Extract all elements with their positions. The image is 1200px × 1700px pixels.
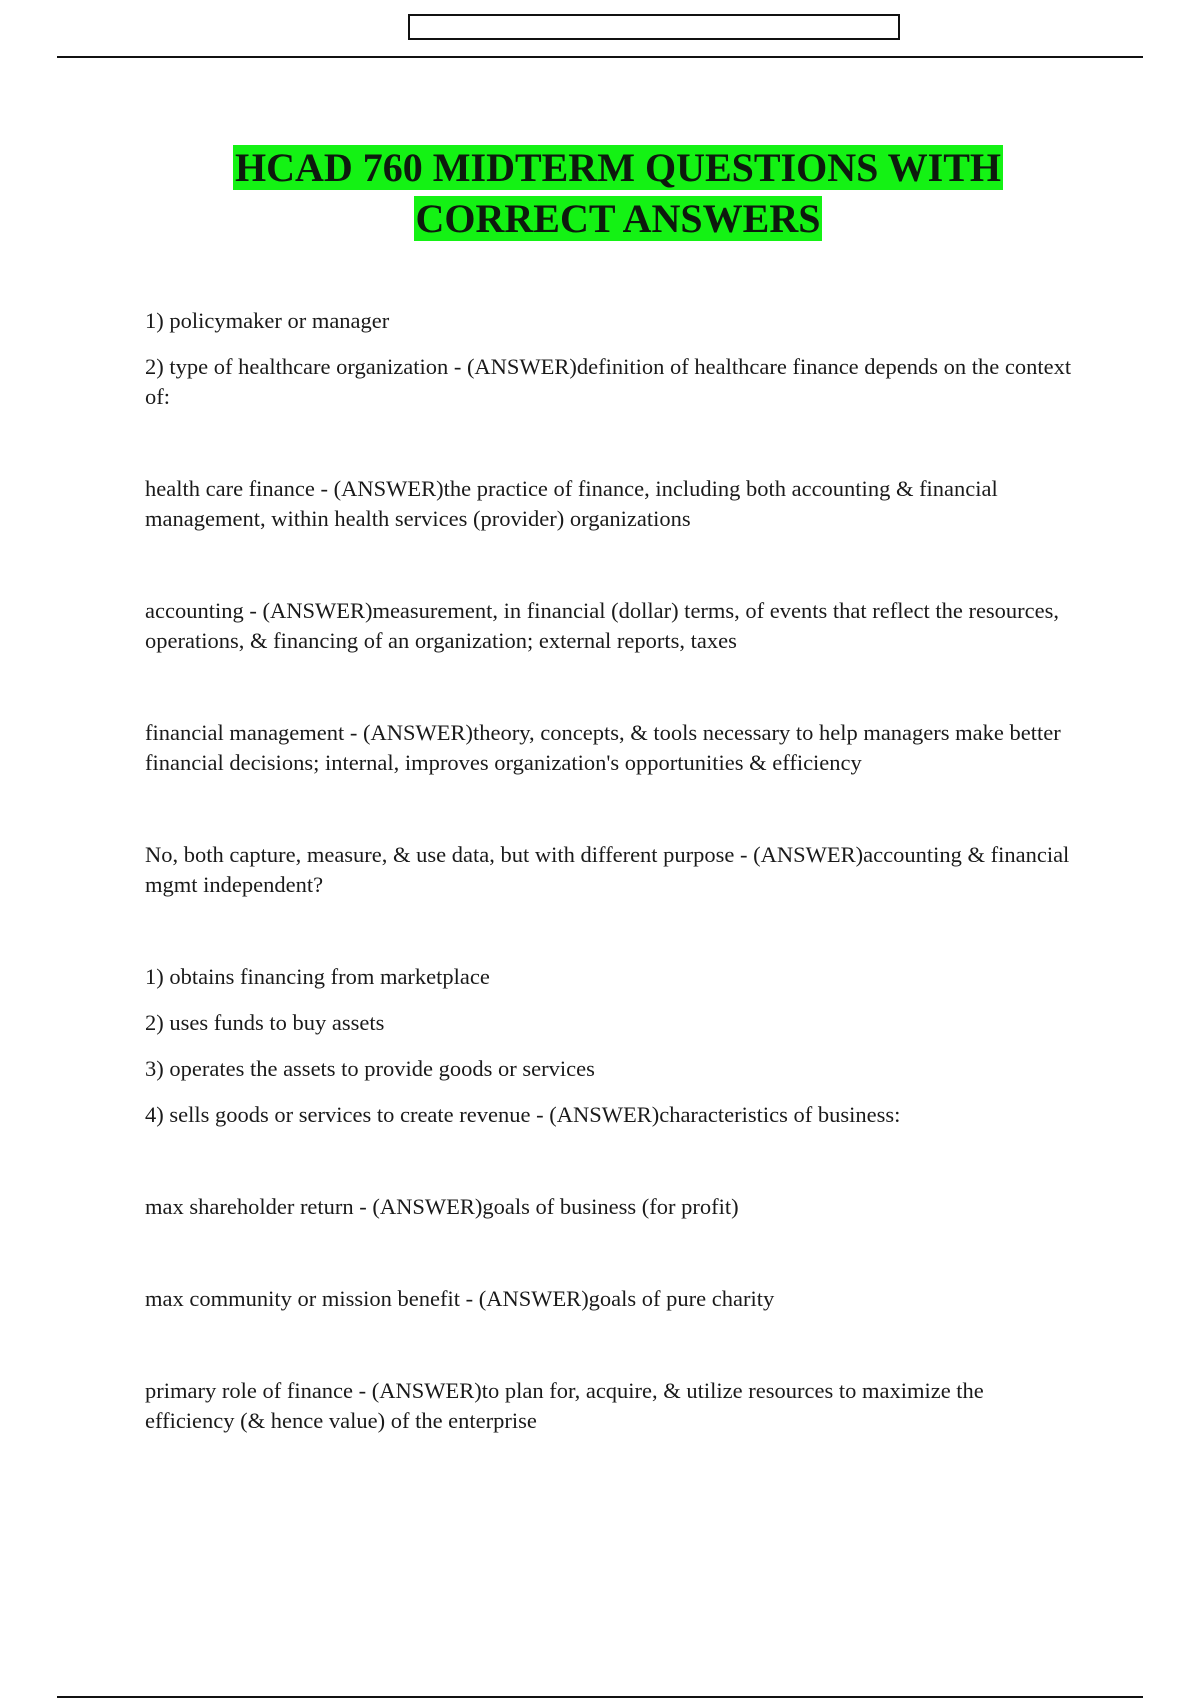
entry-1: 1) policymaker or manager [145, 308, 390, 333]
top-rule [57, 56, 1143, 58]
entry-5: financial management - (ANSWER)theory, concepts, & tools necessary to help managers make better financial decisions; internal, improves organization's opportunities & efficiency [145, 720, 1061, 775]
document-title [0, 142, 1200, 244]
header-box [408, 14, 900, 40]
entry-6: No, both capture, measure, & use data, but with different purpose - (ANSWER)accounting & financial mgmt independent? [145, 842, 1070, 897]
entry-4: accounting - (ANSWER)measurement, in financial (dollar) terms, of events that reflect the resources, operations, & financing of an organization; external reports, taxes [145, 598, 1060, 653]
entry-2: 2) type of healthcare organization - (ANSWER)definition of healthcare finance depends on the context of: [145, 354, 1072, 409]
entry-9: 3) operates the assets to provide goods or services [145, 1056, 595, 1081]
title-line-2: CORRECT ANSWERS [415, 196, 821, 241]
title-line-1: HCAD 760 MIDTERM QUESTIONS WITH [234, 145, 1002, 190]
document-body [145, 306, 1075, 1436]
entry-7: 1) obtains financing from marketplace [145, 964, 490, 989]
entry-11: max shareholder return - (ANSWER)goals of business (for profit) [145, 1194, 739, 1219]
entry-12: max community or mission benefit - (ANSWER)goals of pure charity [145, 1286, 775, 1311]
entry-3: health care finance - (ANSWER)the practice of finance, including both accounting & financial management, within health services (provider) organizations [145, 476, 998, 531]
entry-13: primary role of finance - (ANSWER)to plan for, acquire, & utilize resources to maximize the efficiency (& hence value) of the enterprise [145, 1378, 984, 1433]
entry-8: 2) uses funds to buy assets [145, 1010, 385, 1035]
bottom-rule [57, 1696, 1143, 1698]
entry-10: 4) sells goods or services to create revenue - (ANSWER)characteristics of business: [145, 1102, 901, 1127]
